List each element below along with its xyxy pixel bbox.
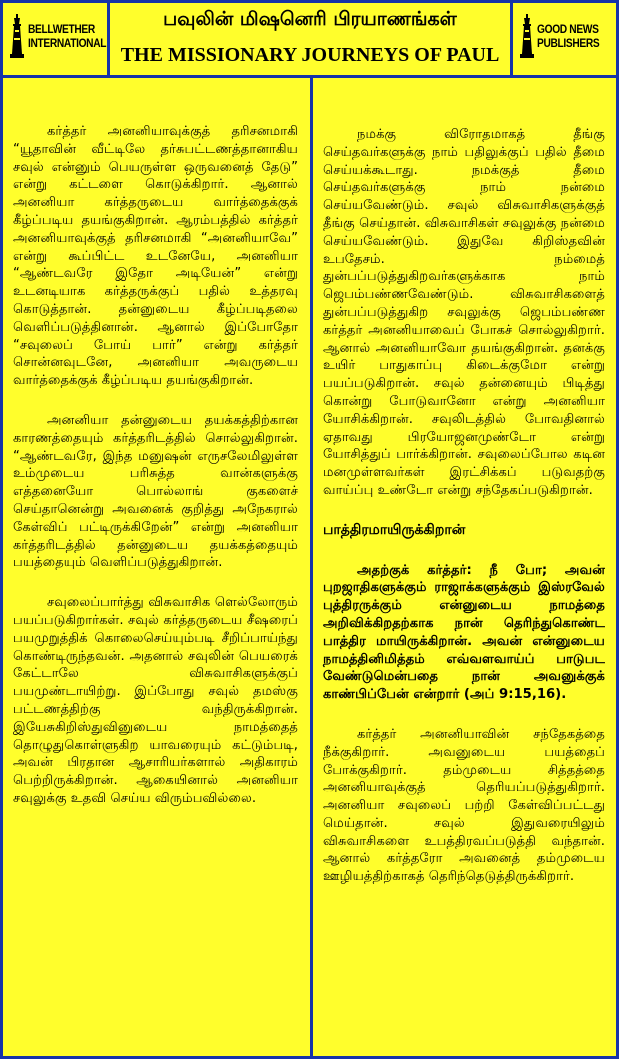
- logo-line: PUBLISHERS: [537, 36, 600, 50]
- page-title-english: THE MISSIONARY JOURNEYS OF PAUL: [120, 44, 500, 66]
- paragraph: கர்த்தர் அனனியாவின் சந்தேகத்தை நீக்குகிறார். அவனுடைய பயத்தைப் போக்குகிறார். தம்முடைய சித்தத்தை அனனியாவுக்குத் தெரியப்படுத்துகிறார். அனனியா சவுலைப் பற்றி கேள்விப்பட்டது மெய்தான். சவுல் இதுவரையிலும் விசுவாசிகளை உபத்திரவப்படுத்தி வந்தான். ஆனால் கர்த்தரோ அவனைத் தம்முடைய ஊழியத்திற்காகத் தெரிந்தெடுத்திருக்கிறார்.: [323, 726, 605, 885]
- scripture-quote: அதற்குக் கர்த்தர்: நீ போ; அவன் புறஜாதிகளுக்கும் ராஜாக்களுக்கும் இஸ்ரவேல் புத்திரருக்கும் என்னுடைய நாமத்தை அறிவிக்கிறதற்காக நான் தெரிந்துகொண்ட பாத்திர மாயிருக்கிறான். அவன் என்னுடைய நாமத்தினிமித்தம் எவ்வளவாய்ப் பாடுபட வேண்டுமென்பதை நான் அவனுக்குக் காண்பிப்பேன் என்றார் (அப் 9:15,16).: [323, 562, 605, 703]
- bellwether-logo: [10, 14, 120, 58]
- good-news-logo: [520, 14, 610, 58]
- section-heading: பாத்திரமாயிருக்கிறான்: [323, 521, 466, 538]
- logo-line: GOOD NEWS: [537, 22, 599, 36]
- right-column-text: [323, 126, 605, 908]
- left-column-text: [13, 123, 298, 830]
- lighthouse-icon: [520, 14, 534, 58]
- paragraph: நமக்கு விரோதமாகத் தீங்கு செய்தவர்களுக்கு நாம் பதிலுக்குப் பதில் தீமை செய்யக்கூடாது. நமக்குத் தீமை செய்தவர்களுக்கு நாம் நன்மை செய்யவேண்டும். சவுல் விசுவாசிகளுக்குத் தீங்கு செய்தான். விசுவாசிகள் சவுலுக்கு நன்மை செய்யவேண்டும். இதுவே கிறிஸ்தவின் உபதேசம். நம்மைத் துன்பப்படுத்துகிறவர்களுக்காக நாம் ஜெபம்பண்ணவேண்டும். விசுவாசிகளைத் துன்பப்படுத்துகிற சவுலுக்கு ஜெபம்பண்ண கர்த்தர் அனனியாவைப் போகச் சொல்லுகிறார். ஆனால் அனனியாவோ தயங்குகிறான். தனக்கு உயிர் பாதுகாப்பு கிடைக்குமோ என்று பயப்படுகிறான். சவுல் தன்னையும் பிடித்து கொன்று போடுவானோ என்று அனனியா யோசிக்கிறான். சவுலிடத்தில் போவதினால் ஏதாவது பிரயோஜனமுண்டோ என்று யோசித்துப் பார்க்கிறான். சவுலைப்போல கடின மனமுள்ளவர்கள் இரட்சிக்கப் படுவதற்கு வாய்ப்பு உண்டோ என்று சந்தேகப்படுகிறான்.: [323, 127, 605, 498]
- lighthouse-icon: [10, 14, 24, 58]
- paragraph: அனனியா தன்னுடைய தயக்கத்திற்கான காரணத்தையும் கர்த்தரிடத்தில் சொல்லுகிறான். “ஆண்டவரே, இந்த மனுஷன் எருசலேமிலுள்ள உம்முடைய பரிசுத்த வான்களுக்கு எத்தனையோ பொல்லாங் குகளைச் செய்தானென்று அவனைக் குறித்து அநேகரால் கேள்விப் பட்டிருக்கிறேன்” என்று அனனியா கர்த்தரிடத்தில் தன்னுடைய தயக்கத்தையும் பயத்தையும் வெளிப்படுத்துகிறான்.: [13, 412, 298, 571]
- logo-line: INTERNATIONAL: [28, 36, 107, 50]
- logo-line: BELLWETHER: [28, 22, 95, 36]
- paragraph: சவுலைப்பார்த்து விசுவாசிக ளெல்லோரும் பயப்படுகிறார்கள். சவுல் கர்த்தருடைய சீஷரைப் பயமுறுத்திக் கொலைசெய்யும்படி சீறிப்பாய்ந்து கொண்டிருந்தவன். அதனால் சவுலின் பெயரைக் கேட்டாலே விசுவாசிகளுக்குப் பயமுண்டாயிற்று. இப்போது சவுல் தமஸ்கு பட்டணத்திற்கு வந்திருக்கிறான். இயேசுகிறிஸ்துவினுடைய நாமத்தைத் தொழுதுகொள்ளுகிற யாவரையும் கட்டும்படி, அவன் பிரதான ஆசாரியர்களால் அதிகாரம் பெற்றிருக்கிறான். ஆகையினால் அனனியா சவுலுக்கு உதவி செய்ய விரும்பவில்லை.: [13, 595, 298, 806]
- page-title-tamil: பவுலின் மிஷனெரி பிரயாணங்கள்: [163, 8, 457, 30]
- paragraph: கர்த்தர் அனனியாவுக்குத் தரிசனமாகி “யூதாவின் வீட்டிலே தர்சுபட்டணத்தானாகிய சவுல் என்னும் பெயருள்ள ஒருவனைத் தேடு” என்று கட்டளை கொடுக்கிறார். ஆனால் அனனியா கர்த்தருடைய வார்த்தைக்குக் கீழ்ப்படிய தயங்குகிறான். ஆரம்பத்தில் கர்த்தர் அனனியாவுக்குத் தரிசனமாகி “அனனியாவே” என்று கூப்பிட்ட உடனேயே, அனனியா “ஆண்டவரே இதோ அடியேன்” என்று உடனடியாக கர்த்தருக்குப் பதில் உத்தரவு கொடுத்தான். தன்னுடைய கீழ்ப்படிதலை வெளிப்படுத்தினான். ஆனால் இப்போதோ “சவுலைப் போய் பார்” என்று கர்த்தர் சொன்னவுடனே, அனனியா அவருடைய வார்த்தைக்குக் கீழ்ப்படிய தயங்குகிறான்.: [13, 124, 298, 389]
